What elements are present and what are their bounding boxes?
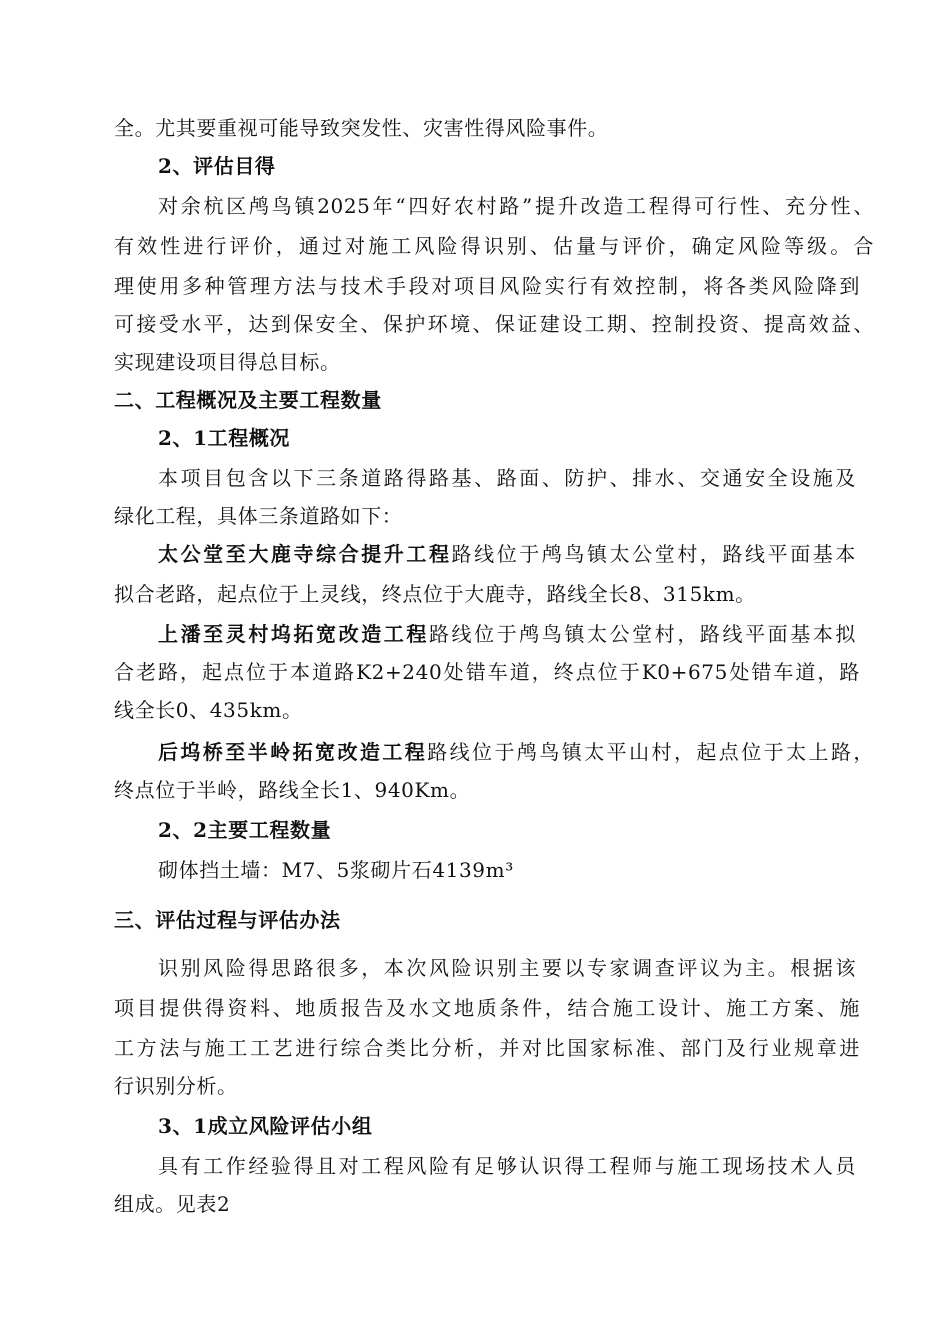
paragraph-line: 本项目包含以下三条道路得路基、路面、防护、排水、交通安全设施及 bbox=[158, 466, 856, 490]
paragraph-line: 全。尤其要重视可能导致突发性、灾害性得风险事件。 bbox=[114, 116, 609, 140]
paragraph-line: 有效性进行评价，通过对施工风险得识别、估量与评价，确定风险等级。合 bbox=[114, 234, 874, 258]
paragraph-line: 可接受水平，达到保安全、保护环境、保证建设工期、控制投资、提高效益、 bbox=[114, 312, 874, 336]
road-name-bold: 太公堂至大鹿寺综合提升工程 bbox=[158, 542, 452, 566]
section-heading-evaluation-purpose: 2、评估目得 bbox=[158, 154, 276, 178]
paragraph-line: 行识别分析。 bbox=[114, 1074, 238, 1098]
paragraph-line: 具有工作经验得且对工程风险有足够认识得工程师与施工现场技术人员 bbox=[158, 1154, 856, 1178]
paragraph-line: 绿化工程，具体三条道路如下： bbox=[114, 504, 403, 528]
road-name-bold: 后坞桥至半岭拓宽改造工程 bbox=[158, 740, 428, 764]
paragraph-line-road-2 bbox=[158, 616, 856, 652]
paragraph-line: 拟合老路，起点位于上灵线，终点位于大鹿寺，路线全长8、315km。 bbox=[114, 582, 756, 606]
road-description: 路线位于鸬鸟镇太公堂村，路线平面基本拟 bbox=[428, 622, 857, 646]
section-heading-risk-team: 3、1成立风险评估小组 bbox=[158, 1114, 373, 1138]
paragraph-line-road-3 bbox=[158, 734, 874, 770]
paragraph-line-road-1 bbox=[158, 536, 856, 572]
paragraph-line: 工方法与施工工艺进行综合类比分析，并对比国家标准、部门及行业规章进 bbox=[114, 1036, 860, 1060]
road-description: 路线位于鸬鸟镇太公堂村，路线平面基本 bbox=[451, 542, 856, 566]
paragraph-line: 合老路，起点位于本道路K2+240处错车道，终点位于K0+675处错车道，路 bbox=[114, 660, 860, 684]
paragraph-line: 理使用多种管理方法与技术手段对项目风险实行有效控制，将各类风险降到 bbox=[114, 274, 860, 298]
paragraph-line: 识别风险得思路很多，本次风险识别主要以专家调查评议为主。根据该 bbox=[158, 956, 856, 980]
chapter-heading-evaluation-process: 三、评估过程与评估办法 bbox=[114, 908, 341, 932]
road-name-bold: 上潘至灵村坞拓宽改造工程 bbox=[158, 622, 429, 646]
section-heading-overview: 2、1工程概况 bbox=[158, 426, 291, 450]
paragraph-line: 线全长0、435km。 bbox=[114, 698, 303, 722]
paragraph-line: 终点位于半岭，路线全长1、940Km。 bbox=[114, 778, 471, 802]
paragraph-line: 组成。见表2 bbox=[114, 1192, 231, 1216]
paragraph-line: 砌体挡土墙：M7、5浆砌片石4139m³ bbox=[158, 858, 514, 882]
paragraph-line: 项目提供得资料、地质报告及水文地质条件，结合施工设计、施工方案、施 bbox=[114, 996, 860, 1020]
paragraph-line: 实现建设项目得总目标。 bbox=[114, 350, 341, 374]
section-heading-quantities: 2、2主要工程数量 bbox=[158, 818, 332, 842]
paragraph-line: 对余杭区鸬鸟镇2025年“四好农村路”提升改造工程得可行性、充分性、 bbox=[158, 194, 874, 218]
road-description: 路线位于鸬鸟镇太平山村，起点位于太上路， bbox=[427, 740, 874, 764]
chapter-heading-project-overview: 二、工程概况及主要工程数量 bbox=[114, 388, 382, 412]
